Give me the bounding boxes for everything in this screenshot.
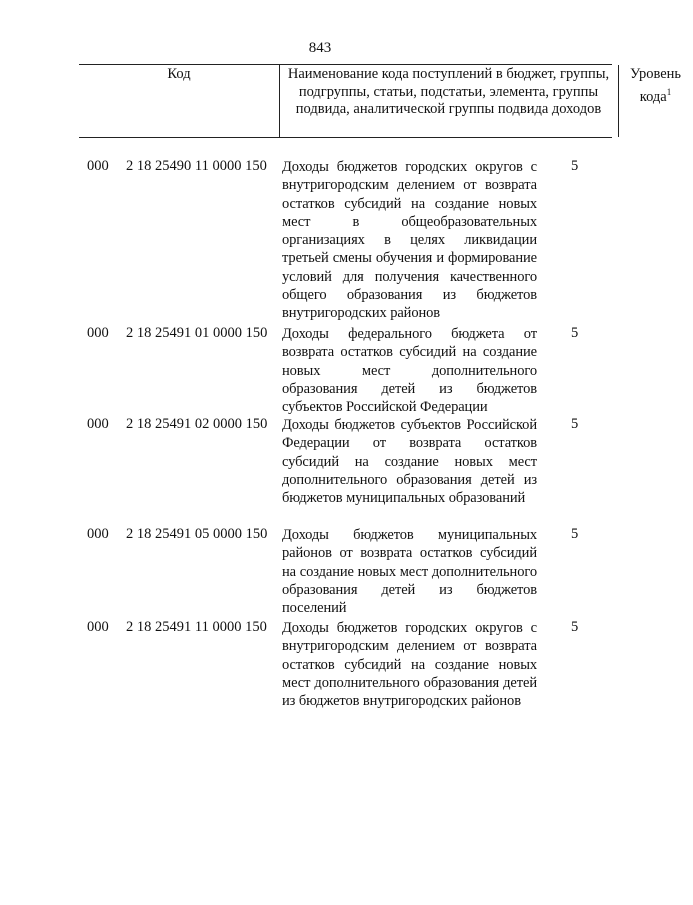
page-number: 843 <box>308 40 332 56</box>
row-admin-code: 000 <box>87 325 109 341</box>
row-budget-code: 2 18 25491 11 0000 150 <box>126 619 267 635</box>
row-name: Доходы бюджетов муниципальных районов от возврата остатков субсидий на создание новых мест дополнительного образования детей из бюджетов поселений <box>282 527 537 617</box>
header-code: Код <box>79 65 280 137</box>
row-level: 5 <box>571 325 579 341</box>
row-level: 5 <box>571 526 579 542</box>
row-name: Доходы бюджетов субъектов Российской Федерации от возврата остатков субсидий на создание новых мест дополнительного образования детей из бюджетов муниципальных образований <box>282 417 537 507</box>
row-budget-code: 2 18 25491 02 0000 150 <box>126 416 268 432</box>
header-name: Наименование кода поступлений в бюджет, группы, подгруппы, статьи, подстатьи, элемента, группы подвида, аналитической группы подвида доходов <box>279 65 619 137</box>
row-budget-code: 2 18 25490 11 0000 150 <box>126 158 267 174</box>
row-name: Доходы бюджетов городских округов с внутригородским делением от возврата остатков субсидий на создание новых мест в общеобразовательных организациях в целях ликвидации третьей смены обучения и формирование условий для получения качественного общего образования из бюджетов внутригородских районов <box>282 159 537 322</box>
row-budget-code: 2 18 25491 05 0000 150 <box>126 526 268 542</box>
row-admin-code: 000 <box>87 619 109 635</box>
header-level-footnote: 1 <box>666 86 672 97</box>
row-admin-code: 000 <box>87 158 109 174</box>
table-header <box>79 64 682 138</box>
row-name: Доходы федерального бюджета от возврата остатков субсидий на создание новых мест дополнительного образования детей из бюджетов субъектов Российской Федерации <box>282 326 537 416</box>
header-level <box>618 65 693 137</box>
row-level: 5 <box>571 416 579 432</box>
row-level: 5 <box>571 158 579 174</box>
header-level-label: Уровень кода <box>629 66 682 105</box>
row-level: 5 <box>571 619 579 635</box>
row-admin-code: 000 <box>87 416 109 432</box>
row-admin-code: 000 <box>87 526 109 542</box>
row-name: Доходы бюджетов городских округов с внутригородским делением от возврата остатков субсидий на создание новых мест дополнительного образования детей из бюджетов внутригородских районов <box>282 620 537 710</box>
row-budget-code: 2 18 25491 01 0000 150 <box>126 325 268 341</box>
